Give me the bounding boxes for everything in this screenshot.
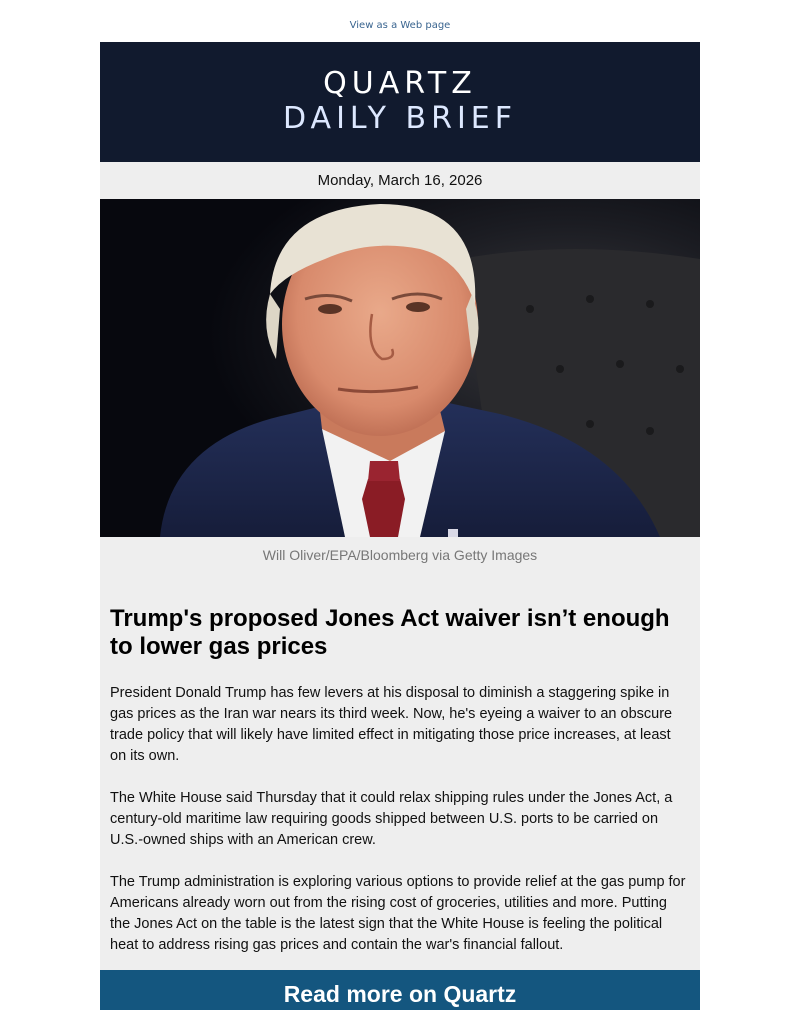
article-paragraph: The White House said Thursday that it could relax shipping rules under the Jones Act, a century-old maritime law requiring goods shipped between U.S. ports to be carried on U.S.-owned ships with an American crew. xyxy=(110,790,673,848)
article xyxy=(100,573,700,970)
masthead-title: QUARTZ xyxy=(323,66,477,101)
hero-photo-illustration xyxy=(100,199,700,537)
read-more-button[interactable]: Read more on Quartz xyxy=(100,970,700,1010)
article-paragraph: President Donald Trump has few levers at his disposal to diminish a staggering spike in gas prices as the Iran war nears its third week. Now, he's eyeing a waiver to an obscure trade policy that will likely have limited effect in mitigating those price increases, at least on its own. xyxy=(110,685,673,764)
hero-image[interactable] xyxy=(100,199,700,537)
masthead-subtitle: DAILY BRIEF xyxy=(282,101,518,136)
article-headline[interactable]: Trump's proposed Jones Act waiver isn’t enough to lower gas prices xyxy=(110,605,670,660)
photo-credit: Will Oliver/EPA/Bloomberg via Getty Images xyxy=(262,547,538,563)
issue-date: Monday, March 16, 2026 xyxy=(317,172,483,189)
email-container xyxy=(100,42,700,970)
article-paragraph: The Trump administration is exploring various options to provide relief at the gas pump for Americans already worn out from the rising cost of groceries, utilities and more. Putting the Jones Act on the table is the latest sign that the White House is feeling the political heat to address rising gas prices and contain the war's financial fallout. xyxy=(110,874,686,953)
view-as-web-page-link[interactable]: View as a Web page xyxy=(349,20,451,31)
preheader xyxy=(0,0,800,42)
masthead xyxy=(100,42,700,162)
